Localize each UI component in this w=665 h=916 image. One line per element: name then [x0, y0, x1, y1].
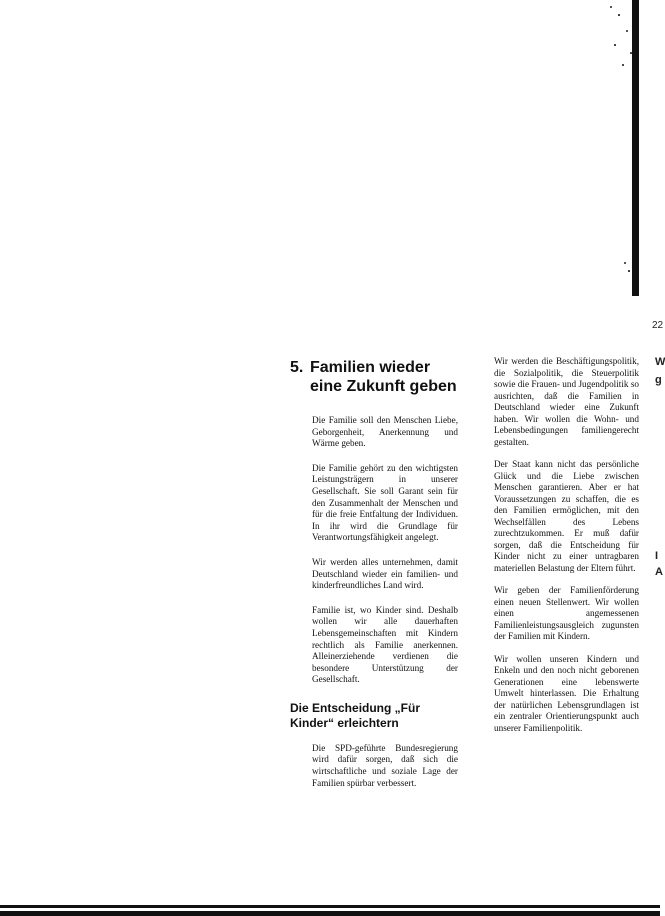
paragraph: Wir geben der Familienförderung einen neuen Stellenwert. Wir wollen einen angemessenen Familienleistungsausgleich zugunsten der Familien mit Kindern.	[494, 585, 639, 641]
scan-noise	[596, 0, 636, 280]
paragraph: Wir werden die Beschäftigungspolitik, die Sozialpolitik, die Steuerpolitik sowie die Frauen- und Jugendpolitik so ausrichten, daß die Familien in Deutschland wieder eine Zukunft haben. Wir wollen die Wohn- und Lebensbedingungen familiengerecht gestalten.	[494, 356, 639, 447]
left-column	[290, 358, 458, 802]
paragraph: Die Familie gehört zu den wichtigsten Leistungsträgern in unserer Gesellschaft. Sie soll Garant sein für den Zusammenhalt der Menschen und für die freie Entfaltung der Individuen. In ihr wird die Grundlage für Verantwortungsfähigkeit angelegt.	[312, 462, 458, 543]
paragraph: Wir wollen unseren Kindern und Enkeln und den noch nicht geborenen Generationen eine lebenswerte Umwelt hinterlassen. Die Erhaltung der natürlichen Lebensgrundlagen ist ein zentraler Orientierungspunkt auch unserer Familienpolitik.	[494, 653, 639, 733]
cut-off-letter: g	[655, 374, 662, 386]
cut-off-letter: W	[655, 356, 665, 368]
right-column	[494, 356, 639, 745]
paragraph: Der Staat kann nicht das persönliche Glück und die Liebe zwischen Menschen garantieren. Aber er hat Voraussetzungen zu schaffen, die es den Familien ermöglichen, mit den Wechselfällen des Lebens zurechtzukommen. Er muß dafür sorgen, daß die Entscheidung für Kinder nicht zu einer untragbaren materiellen Belastung der Eltern führt.	[494, 459, 639, 573]
page-number: 22	[652, 320, 664, 331]
paragraph: Die SPD-geführte Bundesregierung wird dafür sorgen, daß sich die wirtschaftliche und soziale Lage der Familien spürbar verbessert.	[312, 742, 458, 788]
subsection-title: Die Entscheidung „Für Kinder“ erleichtern	[290, 700, 421, 730]
section-title: Familien wieder eine Zukunft geben	[310, 359, 457, 395]
cut-off-letter: I	[655, 550, 659, 562]
section-number: 5.	[290, 359, 304, 376]
scan-bottom-border	[0, 911, 660, 916]
paragraph: Familie ist, wo Kinder sind. Deshalb wollen wir alle dauerhaften Lebensgemeinschaften mit Kindern rechtlich als Familie anerkennen. Alleinerziehende verdienen die besondere Unterstützung der Gesellschaft.	[312, 604, 458, 685]
cut-off-letter: A	[655, 566, 663, 578]
scan-edge-bar	[632, 0, 639, 296]
section-heading	[290, 358, 458, 396]
paragraph: Die Familie soll den Menschen Liebe, Geborgenheit, Anerkennung und Wärme geben.	[312, 415, 458, 449]
paragraph: Wir werden alles unternehmen, damit Deutschland wieder ein familien- und kinderfreundliches Land wird.	[312, 556, 458, 591]
scan-bottom-edge	[0, 905, 660, 908]
